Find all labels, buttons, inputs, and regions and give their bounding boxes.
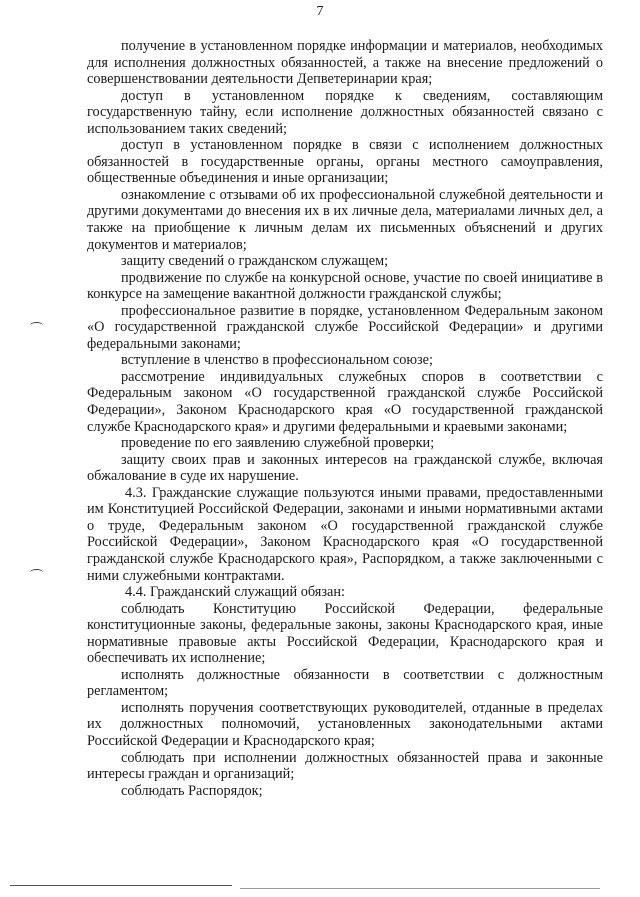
- section-heading: 4.4. Гражданский служащий обязан:: [125, 584, 346, 601]
- paragraph: доступ в установленном порядке в связи с исполнением должностных обязанностей в государственные органы, органы местного самоуправления, общественные объединения и иные организации;: [87, 137, 603, 187]
- paragraph: ознакомление с отзывами об их профессиональной служебной деятельности и другими документами до внесения их в их личные дела, материалами личных дел, а также на приобщение к личным делам их письменных объяснений и других документов и материалов;: [87, 186, 603, 253]
- paragraph: рассмотрение индивидуальных служебных споров в соответствии с Федеральным законом «О государственной гражданской службе Российской Федерации», Законом Краснодарского края «О государственной гражданской службе Краснодарского края» и другими федеральными и краевыми законами;: [87, 368, 603, 435]
- document-body: [87, 38, 603, 799]
- paragraph: исполнять должностные обязанности в соответствии с должностным регламентом;: [87, 666, 603, 700]
- scan-edge-line: [10, 885, 232, 886]
- paragraph: исполнять поручения соответствующих руководителей, отданные в пределах их должностных полномочий, установленных законодательными актами Российской Федерации и Краснодарского края;: [87, 699, 603, 749]
- paragraph: получение в установленном порядке информации и материалов, необходимых для исполнения должностных обязанностей, а также на внесение предложений о совершенствовании деятельности Депветеринарии края;: [87, 38, 603, 88]
- punch-hole-mark: [30, 322, 43, 329]
- paragraph: соблюдать Распорядок;: [121, 782, 263, 799]
- paragraph: профессиональное развитие в порядке, установленном Федеральным законом «О государственной гражданской службе Российской Федерации» и другими федеральными законами;: [87, 302, 603, 352]
- paragraph: доступ в установленном порядке к сведениям, составляющим государственную тайну, если исполнение должностных обязанностей связано с использованием таких сведений;: [87, 87, 603, 137]
- paragraph: защиту своих прав и законных интересов на гражданской службе, включая обжалование в суде их нарушение.: [87, 451, 603, 485]
- scan-edge-line: [240, 888, 600, 889]
- punch-hole-mark: [30, 569, 43, 576]
- paragraph: защиту сведений о гражданском служащем;: [121, 253, 389, 270]
- paragraph: соблюдать Конституцию Российской Федерации, федеральные конституционные законы, федеральные законы, законы Краснодарского края, иные нормативные правовые акты Российской Федерации, Краснодарского края и обеспечивать их исполнение;: [87, 600, 603, 667]
- paragraph: вступление в членство в профессиональном союзе;: [121, 352, 433, 369]
- section-paragraph: 4.3. Гражданские служащие пользуются иными правами, предоставленными им Конституцией Российской Федерации, законами и иными нормативными актами о труде, Федеральным законом «О государственной гражданской службе Российской Федерации», Законом Краснодарского края «О государственной гражданской службе Краснодарского края», Распорядком, а также заключенными с ними служебными контрактами.: [87, 484, 603, 584]
- paragraph: соблюдать при исполнении должностных обязанностей права и законные интересы граждан и организаций;: [87, 749, 603, 783]
- paragraph: продвижение по службе на конкурсной основе, участие по своей инициативе в конкурсе на замещение вакантной должности гражданской службы;: [87, 269, 603, 303]
- paragraph: проведение по его заявлению служебной проверки;: [121, 435, 435, 452]
- page-number: 7: [316, 4, 324, 19]
